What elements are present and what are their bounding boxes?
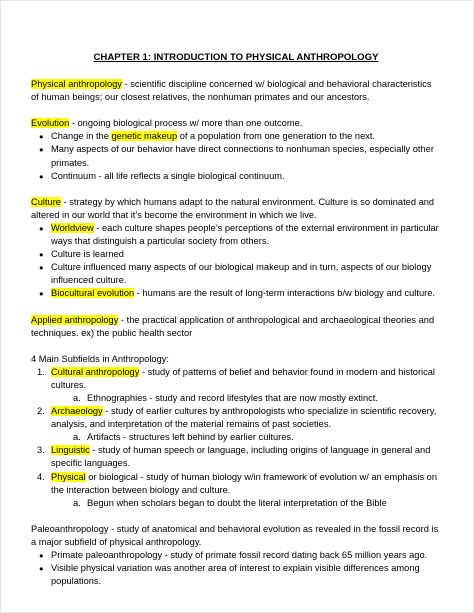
highlight-applied-anthropology: Applied anthropology [31, 314, 119, 325]
subfields-list [31, 366, 441, 510]
list-number: 3. [37, 445, 45, 456]
evolution-paragraph [31, 117, 441, 130]
highlight-biocultural-evolution: Biocultural evolution [51, 288, 135, 299]
physical-anthropology-definition: - scientific discipline concerned w/ biological and behavioral characteristics of human beings; our closest relatives, the nonhuman primates and our ancestors. [31, 79, 432, 103]
applied-anthropology-paragraph [31, 314, 441, 340]
culture-bullet-list [31, 222, 441, 301]
highlight-genetic-makeup: genetic makeup [111, 131, 178, 142]
page-title: CHAPTER 1: INTRODUCTION TO PHYSICAL ANTHROPOLOGY [93, 52, 379, 63]
evolution-bullet-list [31, 130, 441, 182]
list-item: ● Culture is learned [31, 248, 441, 261]
physical-anthropology-paragraph [31, 78, 441, 104]
highlight-culture: Culture [31, 196, 61, 207]
list-letter: a. [73, 392, 81, 403]
list-item: ● Many aspects of our behavior have direct connections to nonhuman species, especially other primates. [31, 143, 441, 169]
list-item: 2. Archaeology - study of earlier cultures by anthropologists who specialize in scientific recovery, analysis, and interpretation of the material remains of past societies. [37, 406, 437, 430]
list-item: 1. Cultural anthropology - study of patterns of belief and behavior found in modern and historical cultures. [37, 366, 435, 390]
highlight-physical: Physical [51, 471, 86, 482]
list-item: a. Ethnographies - study and record lifestyles that are now mostly extinct. [31, 392, 441, 405]
highlight-worldview: Worldview [51, 222, 94, 233]
list-item: a. Begun when scholars began to doubt the literal interpretation of the Bible [31, 497, 441, 510]
list-item: 4. Physical or biological - study of human biology w/in framework of evolution w/ an emphasis on the interaction between biology and culture. [37, 471, 438, 495]
highlight-linguistic: Linguistic [51, 445, 90, 456]
list-item: ● Primate paleoanthropology - study of primate fossil record dating back 65 million years ago. [31, 549, 441, 562]
list-item: ● Continuum - all life reflects a single biological continuum. [31, 170, 441, 183]
highlight-physical-anthropology: Physical anthropology [31, 79, 122, 90]
list-item: ● Visible physical variation was another area of interest to explain visible differences among populations. [31, 562, 441, 588]
list-item: ● Biocultural evolution - humans are the result of long-term interactions b/w biology and culture. [31, 287, 441, 300]
paleo-bullet-list [31, 549, 441, 588]
list-letter: a. [73, 497, 81, 508]
list-number: 2. [37, 406, 45, 417]
culture-paragraph [31, 196, 441, 222]
list-number: 4. [37, 471, 45, 482]
list-item: ● Culture influenced many aspects of our biological makeup and in turn, aspects of our biology influenced culture. [31, 261, 441, 287]
applied-anthropology-definition: - the practical application of anthropological and archaeological theories and techniques. ex) the public health sector [31, 314, 435, 338]
list-item: ● Change in the genetic makeup of a population from one generation to the next. [31, 130, 441, 143]
paleoanthropology-paragraph: Paleoanthropology - study of anatomical and behavioral evolution as revealed in the fossil record is a major subfield of physical anthropology. [31, 523, 439, 547]
highlight-cultural-anthropology: Cultural anthropology [51, 366, 140, 377]
document-content [31, 51, 441, 588]
list-number: 1. [37, 366, 45, 377]
subfields-heading: 4 Main Subfields in Anthropology: [31, 353, 169, 364]
highlight-archaeology: Archaeology [51, 406, 103, 417]
list-item: 3. Linguistic - study of human speech or language, including origins of language in general and specific languages. [37, 445, 431, 469]
list-item: a. Artifacts - structures left behind by earlier cultures. [31, 431, 441, 444]
highlight-evolution: Evolution [31, 118, 70, 129]
evolution-definition: - ongoing biological process w/ more than one outcome. [69, 118, 303, 129]
culture-definition: - strategy by which humans adapt to the natural environment. Culture is so dominated and altered in our world that it’s become the environment in which we live. [31, 196, 435, 220]
list-item: ● Worldview - each culture shapes people’s perceptions of the external environment in particular ways that distinguish a particular society from others. [31, 222, 441, 248]
list-letter: a. [73, 432, 81, 443]
